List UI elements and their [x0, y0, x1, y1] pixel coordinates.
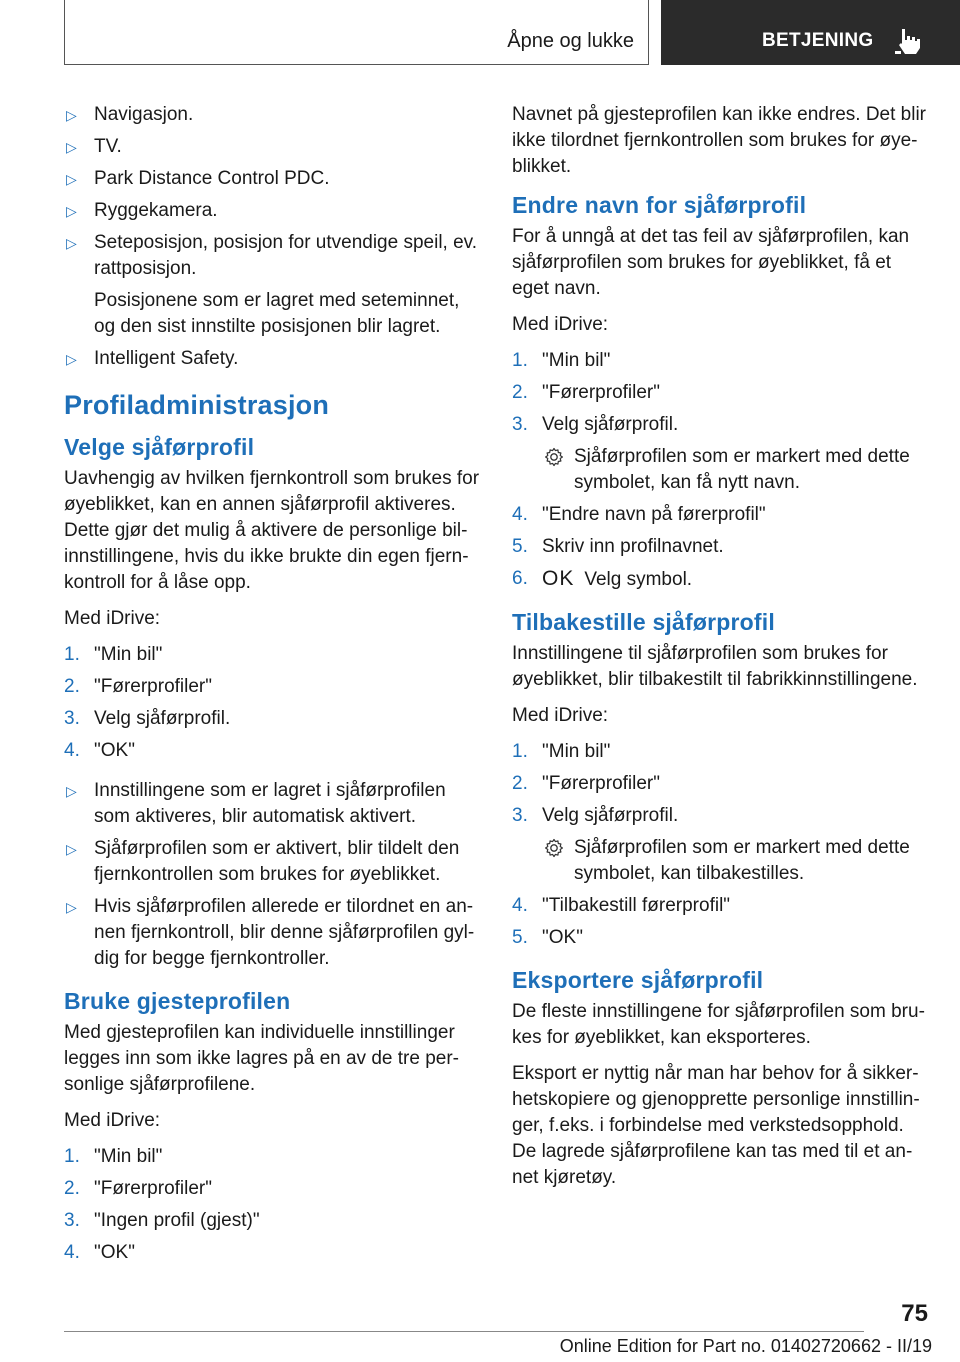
header-chapter-box: [661, 0, 960, 65]
paragraph: Uavhengig av hvilken fjernkontroll som brukes for øyeblikket, kan en annen sjåførprofil aktiveres. Dette gjør det mulig å aktivere de personlige bilinnstillingene, hvis du ikke brukte din egen fjernkontroll for å låse opp.: [64, 468, 480, 593]
step-item: 2. "Førerprofiler": [64, 676, 212, 697]
step-item: 3. Velg sjåførprofil. Sjåførprofilen som er markert med dette symbolet, kan få nytt navn.: [512, 412, 932, 496]
step-item: 1. "Min bil": [64, 1146, 163, 1167]
paragraph: Eksport er nyttig når man har behov for å sikkerhetskopiere og gjenopprette personlige innstillinger, f.eks. i forbindelse med verkstedsopphold. De lagrede sjåførprofilene kan tas med til et annet kjøretøy.: [512, 1063, 920, 1188]
step-item: 4. "OK": [64, 740, 135, 761]
left-column: [64, 102, 482, 1280]
triangle-bullet-icon: ▷: [66, 107, 77, 123]
paragraph: Med iDrive:: [64, 1110, 161, 1131]
paragraph: Med iDrive:: [512, 705, 609, 726]
paragraph: De fleste innstillingene for sjåførprofilen som brukes for øyeblikket, kan eksporteres.: [512, 1001, 925, 1048]
triangle-bullet-icon: ▷: [66, 139, 77, 155]
list-item: ▷ Navigasjon.: [64, 102, 482, 128]
step-item: 6. OK Velg symbol.: [512, 567, 693, 590]
footer-divider: [64, 1331, 864, 1332]
heading-select-profile: Velge sjåførprofil: [64, 434, 255, 460]
list-item: ▷ TV.: [64, 134, 482, 160]
ok-symbol-icon: OK: [542, 567, 575, 590]
step-item: 5. Skriv inn profilnavnet.: [512, 536, 724, 557]
gear-icon: [544, 447, 564, 467]
steps-list: [512, 739, 932, 951]
step-item: 3. Velg sjåførprofil. Sjåførprofilen som er markert med dette symbolet, kan tilbakestilles.: [512, 803, 932, 887]
step-item: 2. "Førerprofiler": [64, 1178, 212, 1199]
triangle-bullet-icon: ▷: [66, 203, 77, 219]
step-item: 4. "OK": [64, 1242, 135, 1263]
list-item: ▷ Park Distance Control PDC.: [64, 166, 482, 192]
list-item-note: Posisjonene som er lagret med seteminnet, og den sist innstilte posisjonen blir lagret.: [94, 290, 460, 337]
paragraph: For å unngå at det tas feil av sjåførprofilen, kan sjåførprofilen som brukes for øyeblikket, få et eget navn.: [512, 226, 910, 299]
step-item: 1. "Min bil": [512, 350, 611, 371]
hand-pointer-icon: [895, 27, 921, 55]
step-item: 3. "Ingen profil (gjest)": [64, 1210, 260, 1231]
triangle-bullet-icon: ▷: [66, 351, 77, 367]
step-item: 1. "Min bil": [64, 644, 163, 665]
step-item: 1. "Min bil": [512, 741, 611, 762]
steps-list: [64, 1144, 482, 1266]
chapter-title: BETJENING: [762, 30, 874, 51]
step-item: 2. "Førerprofiler": [512, 382, 660, 403]
heading-rename-profile: Endre navn for sjåførprofil: [512, 192, 807, 218]
heading-reset-profile: Tilbakestille sjåførprofil: [512, 609, 775, 635]
section-title: Åpne og lukke: [507, 30, 634, 52]
heading-profile-admin: Profiladministrasjon: [64, 390, 330, 420]
footer-edition: Online Edition for Part no. 01402720662 - II/19: [559, 1336, 932, 1356]
header-section-box: [64, 0, 649, 65]
triangle-bullet-icon: ▷: [66, 235, 77, 251]
step-item: 5. "OK": [512, 927, 583, 948]
paragraph: Med iDrive:: [512, 314, 609, 335]
right-column: [512, 102, 932, 1201]
triangle-bullet-icon: ▷: [66, 841, 77, 857]
notes-list: [64, 778, 482, 972]
step-note: Sjåførprofilen som er markert med dette symbolet, kan få nytt navn.: [542, 444, 932, 496]
steps-list: [64, 642, 482, 764]
heading-guest-profile: Bruke gjesteprofilen: [64, 988, 291, 1014]
triangle-bullet-icon: ▷: [66, 171, 77, 187]
step-item: 4. "Tilbakestill førerprofil": [512, 895, 731, 916]
steps-list: [512, 348, 932, 593]
list-item: ▷ Intelligent Safety.: [64, 346, 482, 372]
step-item: 4. "Endre navn på førerprofil": [512, 504, 766, 525]
paragraph: Med gjesteprofilen kan individuelle innstillinger legges inn som ikke lagres på en av de tre personlige sjåførprofilene.: [64, 1022, 459, 1095]
list-item: ▷ Innstillingene som er lagret i sjåførprofilen som aktiveres, blir automatisk aktivert.: [66, 780, 446, 827]
step-item: 2. "Førerprofiler": [512, 773, 660, 794]
list-item: ▷ Seteposisjon, posisjon for utvendige speil, ev. rattposisjon. Posisjonene som er lagret med seteminnet, og den sist innstilte posisjonen blir lagret.: [64, 230, 482, 340]
page-number: 75: [901, 1300, 928, 1327]
step-item: 3. Velg sjåførprofil.: [64, 708, 231, 729]
triangle-bullet-icon: ▷: [66, 899, 77, 915]
list-item: ▷ Hvis sjåførprofilen allerede er tilordnet en annen fjernkontroll, blir denne sjåførprofilen gyldig for begge fjernkontroller.: [66, 896, 475, 969]
intro-list: [64, 102, 482, 372]
list-item: ▷ Ryggekamera.: [64, 198, 482, 224]
paragraph: Med iDrive:: [64, 608, 161, 629]
heading-export-profile: Eksportere sjåførprofil: [512, 967, 764, 993]
step-note: Sjåførprofilen som er markert med dette symbolet, kan tilbakestilles.: [542, 835, 932, 887]
gear-icon: [544, 838, 564, 858]
list-item: ▷ Sjåførprofilen som er aktivert, blir tildelt den fjernkontrollen som brukes for øyeblikket.: [66, 838, 460, 885]
triangle-bullet-icon: ▷: [66, 783, 77, 799]
paragraph: Innstillingene til sjåførprofilen som brukes for øyeblikket, blir tilbakestilt til fabrikkinnstillingene.: [512, 643, 918, 690]
paragraph: Navnet på gjesteprofilen kan ikke endres. Det blir ikke tilordnet fjernkontrollen som brukes for øyeblikket.: [512, 104, 927, 177]
